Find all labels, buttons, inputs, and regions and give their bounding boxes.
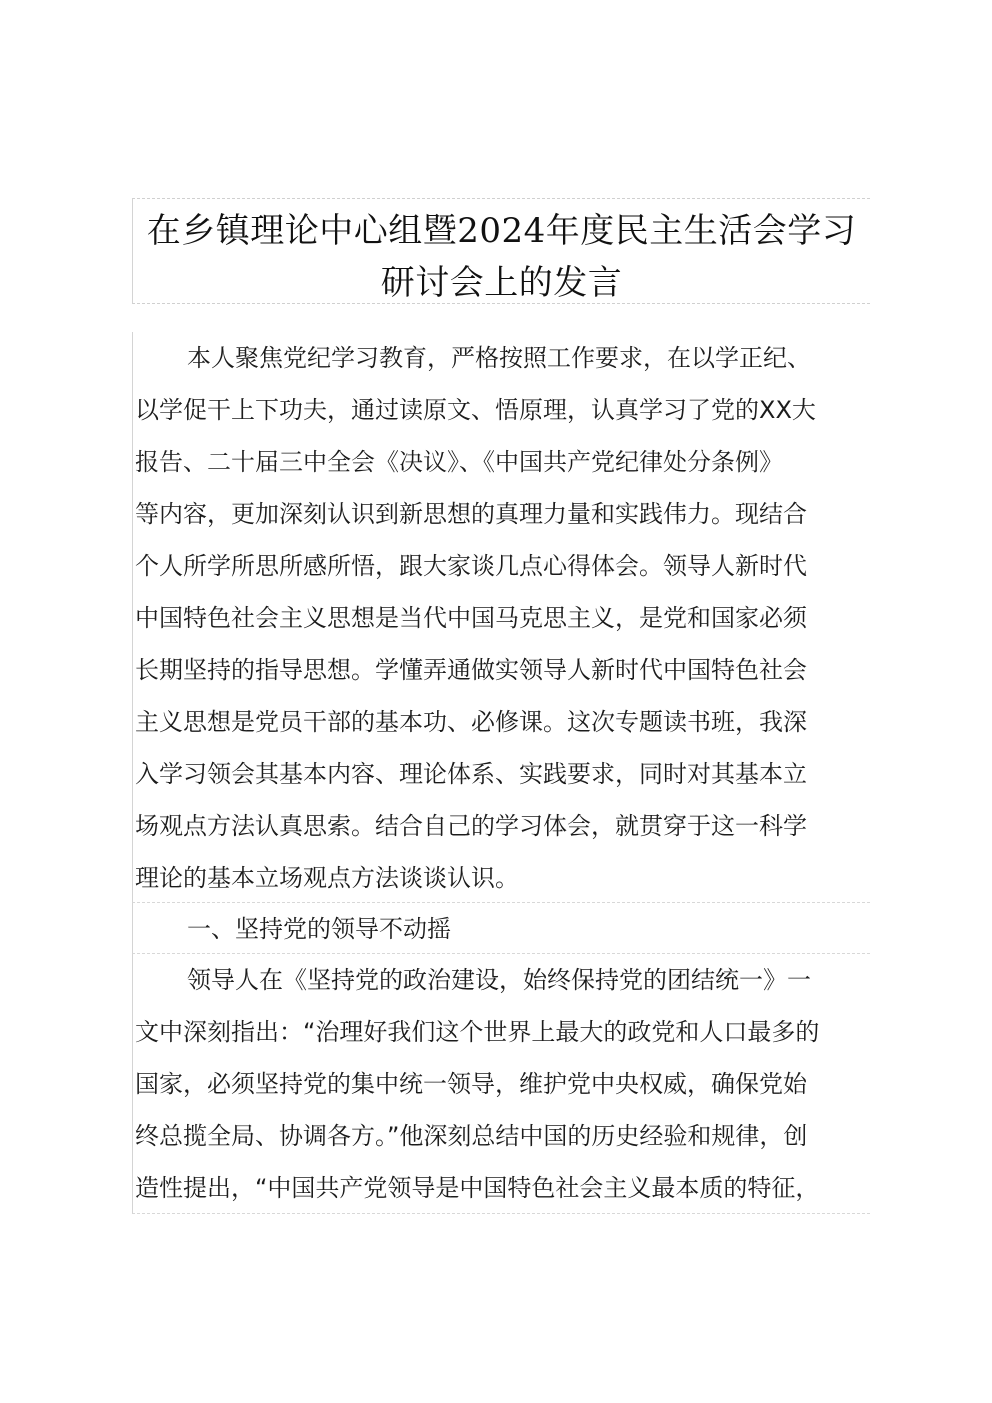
- paragraph-line: 中国特色社会主义思想是当代中国马克思主义，是党和国家必须: [135, 604, 807, 632]
- paragraph-line: 主义思想是党员干部的基本功、必修课。这次专题读书班，我深: [135, 708, 807, 736]
- paragraph-line: 场观点方法认真思索。结合自己的学习体会，就贯穿于这一科学: [135, 812, 807, 840]
- paragraph-line: 领导人在《坚持党的政治建设，始终保持党的团结统一》一: [187, 966, 811, 994]
- paragraph-line: 个人所学所思所感所悟，跟大家谈几点心得体会。领导人新时代: [135, 552, 807, 580]
- document-title: [133, 199, 870, 309]
- paragraph-line: 造性提出，“中国共产党领导是中国特色社会主义最本质的特征，: [135, 1174, 820, 1202]
- paragraph-line: 入学习领会其基本内容、理论体系、实践要求，同时对其基本立: [135, 760, 807, 788]
- paragraph-line: 文中深刻指出：“治理好我们这个世界上最大的政党和人口最多的: [135, 1018, 820, 1046]
- paragraph-line: 长期坚持的指导思想。学懂弄通做实领导人新时代中国特色社会: [135, 656, 807, 684]
- paragraph-line: 等内容，更加深刻认识到新思想的真理力量和实践伟力。现结合: [135, 500, 807, 528]
- title-line-1: 在乡镇理论中心组暨2024年度民主生活会学习: [146, 211, 857, 251]
- title-line-2: 研讨会上的发言: [380, 263, 623, 303]
- paragraph-line: 报告、二十届三中全会《决议》、《中国共产党纪律处分条例》: [135, 448, 783, 476]
- paragraph-line: 本人聚焦党纪学习教育，严格按照工作要求，在以学正纪、: [187, 344, 811, 372]
- title-block: [132, 198, 870, 304]
- section-heading-block: [132, 902, 870, 954]
- paragraph-line: 理论的基本立场观点方法谈谈认识。: [135, 864, 519, 892]
- paragraph-section-1: [132, 954, 870, 1214]
- section-heading-1: 一、坚持党的领导不动摇: [187, 915, 451, 943]
- paragraph-intro: [132, 332, 870, 902]
- paragraph-line: 终总揽全局、协调各方。”他深刻总结中国的历史经验和规律，创: [135, 1122, 808, 1150]
- paragraph-line: 以学促干上下功夫，通过读原文、悟原理，认真学习了党的XX大: [135, 396, 816, 424]
- paragraph-line: 国家，必须坚持党的集中统一领导，维护党中央权威，确保党始: [135, 1070, 807, 1098]
